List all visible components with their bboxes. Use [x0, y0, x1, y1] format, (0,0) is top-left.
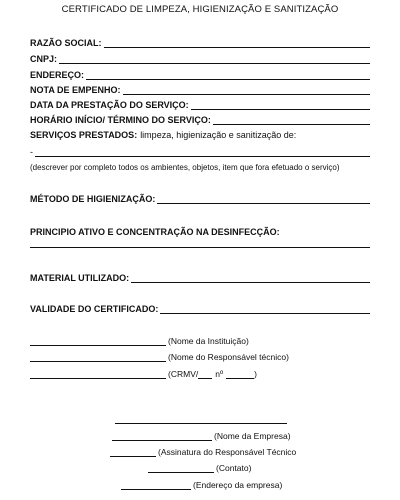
servicos-line[interactable]: [35, 147, 370, 157]
field-servicos: [30, 128, 370, 140]
razao-social-label: RAZÃO SOCIAL:: [30, 38, 102, 48]
endereco-empresa-caption: (Endereço da empresa): [193, 480, 283, 490]
descrever-note: (descrever por completo todos os ambientes, objetos, item que fora efetuado o serviço): [30, 163, 340, 172]
field-data-prestacao: [30, 98, 370, 110]
nome-responsavel-caption: (Nome do Responsável técnico): [168, 352, 289, 362]
principio-label: PRINCIPIO ATIVO E CONCENTRAÇÃO NA DESINFECÇÃO:: [30, 227, 280, 237]
horario-line[interactable]: [213, 115, 370, 125]
metodo-label: MÉTODO DE HIGIENIZAÇÃO:: [30, 194, 156, 204]
material-label: MATERIAL UTILIZADO:: [30, 273, 130, 283]
assinatura-row: [110, 445, 296, 457]
horario-label: HORÁRIO INÍCIO/ TÉRMINO DO SERVIÇO:: [30, 115, 211, 125]
endereco-line[interactable]: [86, 70, 370, 80]
razao-social-line[interactable]: [104, 38, 371, 48]
contato-caption: (Contato): [216, 463, 252, 473]
nota-empenho-label: NOTA DE EMPENHO:: [30, 85, 121, 95]
validade-label: VALIDADE DO CERTIFICADO:: [30, 304, 159, 314]
field-metodo: [30, 192, 370, 204]
cnpj-line[interactable]: [59, 54, 370, 64]
nome-empresa-caption: (Nome da Empresa): [214, 431, 291, 441]
crmv-row: [30, 367, 257, 379]
assinatura-line[interactable]: [110, 447, 156, 457]
document-title: CERTIFICADO DE LIMPEZA, HIGIENIZAÇÃO E SANITIZAÇÃO: [61, 4, 339, 15]
nome-responsavel-row: [30, 350, 289, 362]
nome-instituicao-line[interactable]: [30, 336, 166, 346]
nome-responsavel-line[interactable]: [30, 352, 166, 362]
crmv-number-blank[interactable]: [226, 369, 254, 379]
endereco-label: ENDEREÇO:: [30, 70, 85, 80]
field-principio: [30, 225, 370, 237]
nota-empenho-line[interactable]: [123, 85, 370, 95]
nome-instituicao-row: [30, 334, 249, 346]
field-razao-social: [30, 36, 370, 48]
nome-instituicao-caption: (Nome da Instituição): [168, 336, 249, 346]
field-material: [30, 271, 370, 283]
cnpj-label: CNPJ:: [30, 54, 58, 64]
metodo-line[interactable]: [157, 194, 370, 204]
endereco-empresa-line[interactable]: [121, 480, 191, 490]
company-signature-line[interactable]: [115, 423, 287, 424]
crmv-number-label: nº: [215, 369, 224, 379]
field-endereco: [30, 68, 370, 80]
material-line[interactable]: [131, 273, 370, 283]
servicos-label: SERVIÇOS PRESTADOS:: [30, 130, 138, 140]
endereco-empresa-row: [121, 478, 282, 490]
dash-marker: -: [30, 147, 33, 157]
field-validade: [30, 302, 370, 314]
field-nota-empenho: [30, 83, 370, 95]
validade-line[interactable]: [160, 304, 370, 314]
principio-line[interactable]: [30, 247, 370, 248]
data-prestacao-label: DATA DA PRESTAÇÃO DO SERVIÇO:: [30, 100, 189, 110]
field-cnpj: [30, 52, 370, 64]
nome-empresa-row: [112, 429, 291, 441]
contato-row: [148, 461, 251, 473]
crmv-state-blank[interactable]: [198, 369, 212, 379]
field-horario: [30, 113, 370, 125]
field-servicos-dash: [30, 145, 370, 157]
nome-empresa-line[interactable]: [112, 431, 212, 441]
assinatura-caption: (Assinatura do Responsável Técnico: [158, 447, 297, 457]
crmv-suffix: ): [254, 369, 257, 379]
crmv-prefix: (CRMV/: [168, 369, 199, 379]
contato-line[interactable]: [148, 463, 214, 473]
crmv-line[interactable]: [30, 369, 166, 379]
servicos-text: limpeza, higienização e sanitização de:: [140, 130, 297, 140]
data-prestacao-line[interactable]: [191, 100, 370, 110]
